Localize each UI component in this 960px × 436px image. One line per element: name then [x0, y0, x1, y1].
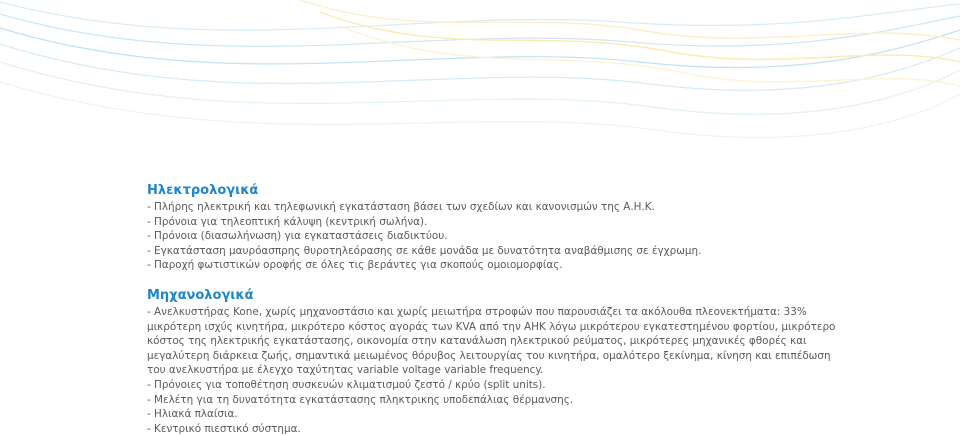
section-title-mechanical: Μηχανολογικά — [147, 287, 254, 303]
list-item: μικρότερη ισχύς κινητήρα, μικρότερο κόστος αγοράς των KVA από την ΑΗΚ λόγω μικρότερου εγκατεστημένου φορτίου, μικρότερο — [147, 320, 836, 333]
section-mechanical — [147, 287, 836, 436]
section-spacer — [147, 273, 787, 288]
list-item: κόστος της ηλεκτρικής εγκατάστασης, οικονομία στην κατανάλωση ηλεκτρικού ρεύματος, μικρότερες μηχανικές φθορές και — [147, 335, 807, 348]
list-item: μεγαλύτερη διάρκεια ζωής, σημαντικά μειωμένος θόρυβος λειτουργίας του κινητήρα, ομαλότερο ξεκίνημα, κίνηση και επιπέδωση — [147, 349, 831, 362]
section-electrical — [147, 183, 787, 273]
list-item: - Πρόνοια για τηλεοπτική κάλυψη (κεντρική σωλήνα). — [147, 215, 428, 228]
list-item: - Πρόνοια (διασωλήνωση) για εγκαταστάσεις διαδικτύου. — [147, 230, 448, 243]
list-item: - Ηλιακά πλαίσια. — [147, 408, 238, 421]
decorative-wave-background — [0, 0, 960, 200]
list-item: - Πρόνοιες για τοποθέτηση συσκευών κλιματισμού ζεστό / κρύο (split units). — [147, 378, 546, 391]
list-item: του ανελκυστήρα με έλεγχο ταχύτητας variable voltage variable frequency. — [147, 364, 544, 377]
document-body — [147, 183, 836, 436]
section-title-electrical: Ηλεκτρολογικά — [147, 183, 259, 198]
list-item: - Εγκατάσταση μαυρόασπρης θυροτηλεόρασης σε κάθε μονάδα με δυνατότητα αναβάθμισης σε έγχρωμη. — [147, 244, 702, 257]
list-item: - Ανελκυστήρας Kone, χωρίς μηχανοστάσιο και χωρίς μειωτήρα στροφών που παρουσιάζει τα ακόλουθα πλεονεκτήματα: 33% — [147, 305, 807, 318]
list-item: - Πλήρης ηλεκτρική και τηλεφωνική εγκατάσταση βάσει των σχεδίων και κανονισμών της Α.Η.Κ. — [147, 201, 655, 213]
list-item: - Κεντρικό πιεστικό σύστημα. — [147, 422, 301, 435]
list-item: - Παροχή φωτιστικών οροφής σε όλες τις βεράντες για σκοπούς ομοιομορφίας. — [147, 259, 563, 272]
list-item: - Μελέτη για τη δυνατότητα εγκατάστασης πληκτρικης υποδεπάλιας θέρμανσης. — [147, 393, 574, 406]
